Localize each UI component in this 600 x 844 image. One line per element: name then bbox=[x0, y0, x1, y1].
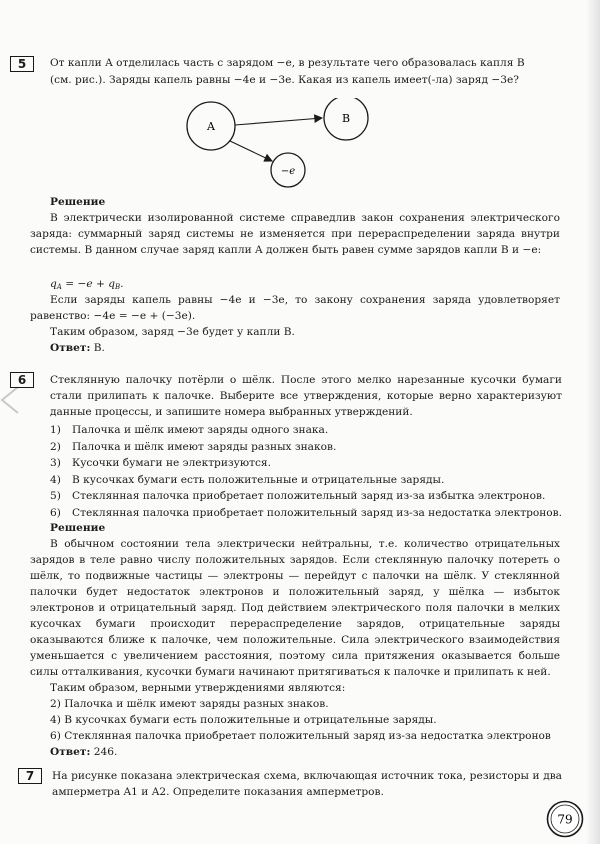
task6-option: 1) Палочка и шёлк имеют заряды одного знака. bbox=[50, 424, 329, 436]
chevron-left-icon[interactable] bbox=[0, 384, 28, 416]
droplet-b-label: B bbox=[341, 112, 351, 125]
task-number-5: 5 bbox=[10, 56, 34, 72]
page-number-badge bbox=[546, 800, 584, 838]
task5-answer: Ответ: B. bbox=[50, 342, 105, 354]
task6-question: Стеклянную палочку потёрли о шёлк. После этого мелко нарезанные кусочки бумаги стали прилипать к палочке. Выберите все утверждения, которые верно характеризуют данные процессы, и запишите номера выбранных утверждений. bbox=[50, 374, 562, 418]
task5-formula: $q_A = -e + q_B$. bbox=[50, 278, 124, 291]
task7-question: На рисунке показана электрическая схема, включающая источник тока, резисторы и два амперметра A1 и A2. Определите показания амперметров. bbox=[52, 770, 562, 798]
task-number-7: 7 bbox=[18, 768, 42, 784]
task6-answer: Ответ: 246. bbox=[50, 746, 118, 758]
task6-conclusion: Таким образом, верными утверждениями являются: bbox=[50, 682, 346, 694]
task5-solution-heading: Решение bbox=[50, 196, 106, 208]
arrow-a-to-e bbox=[230, 141, 272, 161]
page-number: 79 bbox=[557, 812, 573, 827]
task5-question-line1: От капли A отделилась часть с зарядом −e, в результате чего образовалась капля B bbox=[50, 57, 525, 69]
task6-option: 4) В кусочках бумаги есть положительные и отрицательные заряды. bbox=[50, 473, 445, 486]
task5-solution-text2: Если заряды капель равны −4e и −3e, то закону сохранения заряда удовлетворяет равенство: −4e = −e + (−3e). bbox=[30, 294, 560, 322]
task6-correct-item: 6) Стеклянная палочка приобретает положительный заряд из-за недостатка электронов bbox=[50, 730, 551, 742]
arrow-a-to-b bbox=[235, 118, 322, 125]
task6-option: 3) Кусочки бумаги не электризуются. bbox=[50, 457, 271, 469]
charge-e-label: −e bbox=[280, 166, 296, 177]
task5-solution-text: В электрически изолированной системе справедлив закон сохранения электрического заряда: суммарный заряд системы не изменяется при перераспределении заряда внутри системы. В данном случае заряд капли A должен быть равен сумме зарядов капли B и −e: bbox=[30, 212, 560, 256]
task-number-6: 6 bbox=[10, 372, 34, 388]
task6-solution-text: В обычном состоянии тела электрически нейтральны, т.е. количество отрицательных зарядов в теле равно числу положительных зарядов. Если стеклянную палочку потереть о шёлк, то подвижные частицы — электроны — перейдут с палочки на шёлк. У стеклянной палочки будет недостаток электронов и положительный заряд, у шёлка — избыток электронов и отрицательный заряд. Под действием электрического поля палочки в мелких кусочках бумаги происходит перераспределение зарядов, отрицательные заряды оказываются ближе к палочке, чем положительные. Сила электрического взаимодействия уменьшается с увеличением расстояния, поэтому сила притяжения оказывается больше силы отталкивания, кусочки бумаги начинают притягиваться к палочке и прилипать к ней. bbox=[30, 538, 560, 678]
task6-options-list bbox=[50, 422, 570, 521]
task6-correct-item: 4) В кусочках бумаги есть положительные и отрицательные заряды. bbox=[50, 714, 437, 726]
page-edge-shadow bbox=[586, 0, 600, 844]
task5-question-line2: (см. рис.). Заряды капель равны −4e и −3e. Какая из капель имеет(-ла) заряд −3e? bbox=[50, 74, 519, 86]
task5-solution-text3: Таким образом, заряд −3e будет у капли B. bbox=[50, 326, 295, 338]
droplet-diagram bbox=[180, 98, 380, 190]
task6-solution-heading: Решение bbox=[50, 522, 106, 534]
task6-correct-item: 2) Палочка и шёлк имеют заряды разных знаков. bbox=[50, 698, 329, 710]
droplet-a-label: A bbox=[207, 120, 215, 133]
task6-option: 2) Палочка и шёлк имеют заряды разных знаков. bbox=[50, 440, 337, 453]
task6-option: 5) Стеклянная палочка приобретает положительный заряд из-за избытка электронов. bbox=[50, 490, 546, 502]
task6-option: 6) Стеклянная палочка приобретает положительный заряд из-за недостатка электронов. bbox=[50, 506, 563, 519]
